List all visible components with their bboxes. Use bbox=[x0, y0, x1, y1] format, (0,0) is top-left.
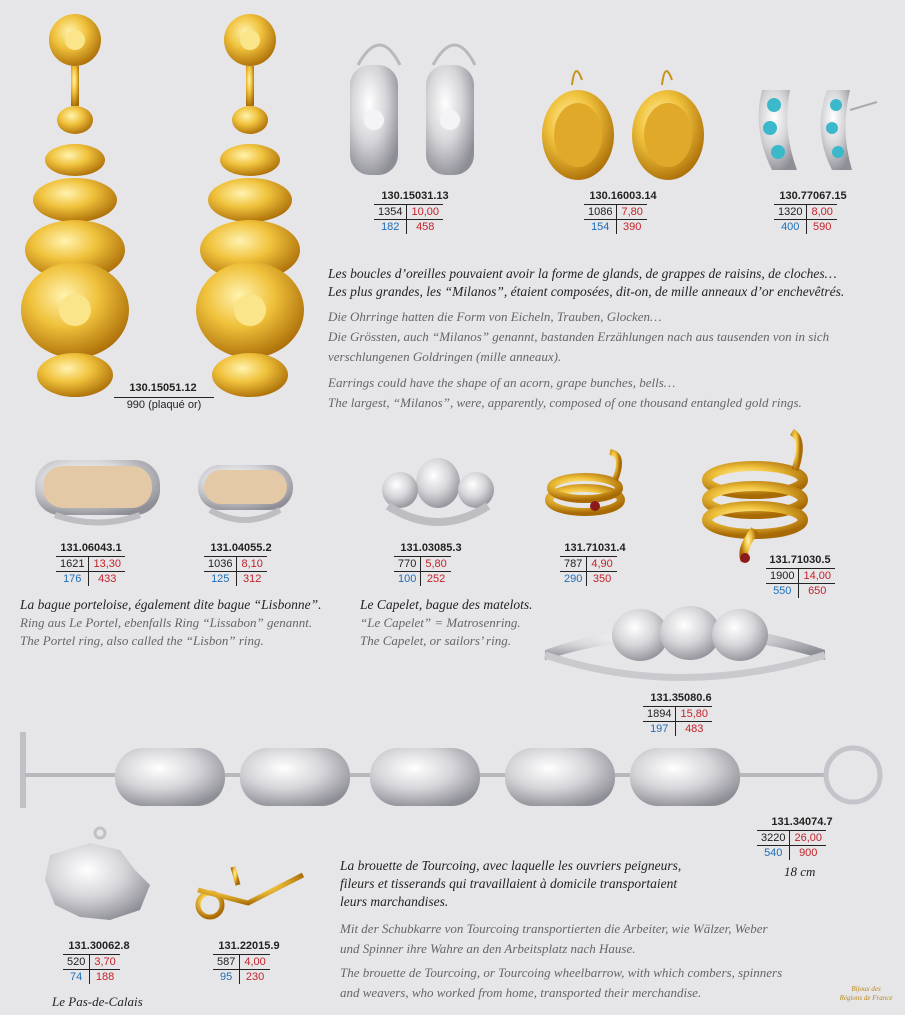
price-cell: 8,10 bbox=[237, 557, 267, 572]
price-cell: 290 bbox=[560, 572, 587, 587]
brouette-description bbox=[340, 857, 820, 1003]
price-table bbox=[374, 204, 443, 234]
price-cell: 458 bbox=[416, 221, 435, 233]
price-cell: 550 bbox=[766, 584, 799, 599]
silver-earrings-image bbox=[340, 25, 480, 175]
text-de: Die Ohrringe hatten die Form von Eicheln, Trauben, Glocken… bbox=[328, 309, 662, 324]
price-cell: 400 bbox=[774, 220, 807, 235]
item-code: 131.04055.2 bbox=[210, 542, 272, 554]
portel-ring-2-image bbox=[198, 465, 293, 525]
price-cell: 312 bbox=[243, 573, 262, 585]
price-cell: 154 bbox=[584, 220, 617, 235]
price-cell: 100 bbox=[394, 572, 421, 587]
capelet-bangle-image bbox=[540, 605, 830, 695]
text-de: Ring aus Le Portel, ebenfalls Ring “Lissabon” genannt. bbox=[20, 615, 313, 630]
pas-de-calais-pendant-image bbox=[40, 825, 155, 930]
text-en: and weavers, who worked from home, transported their merchandise. bbox=[340, 985, 702, 1000]
pas-de-calais-caption: Le Pas-de-Calais bbox=[52, 994, 143, 1009]
bracelet-length: 18 cm bbox=[784, 864, 816, 879]
price-cell: 5,80 bbox=[421, 557, 451, 572]
price-cell: 1036 bbox=[204, 557, 237, 572]
text-de: “Le Capelet” = Matrosenring. bbox=[360, 615, 521, 630]
price-cell: 350 bbox=[592, 573, 612, 585]
price-cell: 1894 bbox=[643, 707, 676, 722]
price-cell: 1354 bbox=[374, 205, 407, 220]
price-cell: 587 bbox=[213, 955, 240, 970]
capelet-description bbox=[360, 596, 560, 650]
price-cell: 15,80 bbox=[676, 707, 712, 722]
portel-description bbox=[20, 596, 350, 650]
brand-signature bbox=[836, 985, 896, 1003]
item-code: 130.77067.15 bbox=[779, 190, 847, 202]
price-line: 990 (plaqué or) bbox=[114, 397, 214, 413]
item-code: 130.15051.12 bbox=[129, 382, 197, 394]
price-cell: 650 bbox=[808, 585, 827, 597]
silver-bracelet-image bbox=[15, 730, 890, 830]
price-cell: 14,00 bbox=[799, 569, 835, 584]
item-code: 130.15031.13 bbox=[381, 190, 449, 202]
price-cell: 7,80 bbox=[617, 205, 647, 220]
price-cell: 3,70 bbox=[90, 955, 120, 970]
brouette-pendant-image bbox=[188, 855, 308, 930]
price-table bbox=[394, 556, 451, 586]
price-cell: 1900 bbox=[766, 569, 799, 584]
price-cell: 10,00 bbox=[407, 205, 443, 220]
text-de: Mit der Schubkarre von Tourcoing transportierten die Arbeiter, wie Wälzer, Weber bbox=[340, 921, 768, 936]
price-cell: 252 bbox=[426, 573, 446, 585]
price-cell: 230 bbox=[245, 971, 265, 983]
price-cell: 3220 bbox=[757, 831, 790, 846]
price-table bbox=[560, 556, 617, 586]
item-code: 131.34074.7 bbox=[771, 816, 833, 828]
text-fr: Les plus grandes, les “Milanos”, étaient composées, dit-on, de mille anneaux d’or enchevêtrés. bbox=[328, 284, 845, 299]
text-en: Earrings could have the shape of an acorn, grape bunches, bells… bbox=[328, 375, 676, 390]
price-table bbox=[757, 830, 826, 860]
item-code: 131.71030.5 bbox=[769, 554, 831, 566]
price-cell: 770 bbox=[394, 557, 421, 572]
price-cell: 176 bbox=[56, 572, 89, 587]
text-de: verschlungenen Goldringen (mille anneaux). bbox=[328, 349, 562, 364]
text-en: The largest, “Milanos”, were, apparently, composed of one thousand entangled gold rings. bbox=[328, 395, 802, 410]
portel-ring-1-image bbox=[35, 460, 160, 525]
signature-line: Régions de France bbox=[839, 994, 893, 1002]
item-code: 131.71031.4 bbox=[564, 542, 626, 554]
price-table bbox=[213, 954, 270, 984]
text-fr: La brouette de Tourcoing, avec laquelle les ouvriers peigneurs, bbox=[340, 858, 682, 873]
price-cell: 4,90 bbox=[587, 557, 617, 572]
text-fr: leurs marchandises. bbox=[340, 894, 449, 909]
text-en: The Capelet, or sailors’ ring. bbox=[360, 633, 511, 648]
text-en: The brouette de Tourcoing, or Tourcoing wheelbarrow, with which combers, spinners bbox=[340, 965, 783, 980]
price-cell: 520 bbox=[63, 955, 90, 970]
milanos-earrings-image bbox=[20, 10, 320, 405]
text-en: The Portel ring, also called the “Lisbon” ring. bbox=[20, 633, 264, 648]
price-cell: 390 bbox=[623, 221, 642, 233]
snake-ring-large-image bbox=[700, 430, 810, 565]
price-table bbox=[584, 204, 647, 234]
earrings-description bbox=[328, 265, 888, 413]
price-table bbox=[774, 204, 837, 234]
signature-line: Bijoux des bbox=[851, 985, 881, 993]
price-table bbox=[56, 556, 125, 586]
price-cell: 1086 bbox=[584, 205, 617, 220]
price-cell: 540 bbox=[757, 846, 790, 861]
price-cell: 787 bbox=[560, 557, 587, 572]
text-fr: Les boucles d’oreilles pouvaient avoir la forme de glands, de grappes de raisins, de cloches… bbox=[328, 266, 837, 281]
price-cell: 197 bbox=[643, 722, 676, 737]
item-code: 130.16003.14 bbox=[589, 190, 657, 202]
price-cell: 1320 bbox=[774, 205, 807, 220]
item-code: 131.30062.8 bbox=[68, 940, 130, 952]
price-cell: 74 bbox=[63, 970, 90, 985]
text-de: Die Grössten, auch “Milanos” genannt, bastanden Erzählungen nach aus tausenden von in sich bbox=[328, 329, 830, 344]
price-cell: 433 bbox=[98, 573, 117, 585]
gold-oval-earrings-image bbox=[540, 55, 710, 180]
price-cell: 590 bbox=[813, 221, 832, 233]
price-cell: 95 bbox=[213, 970, 240, 985]
snake-ring-small-image bbox=[545, 450, 630, 530]
price-table bbox=[63, 954, 120, 984]
price-cell: 188 bbox=[95, 971, 115, 983]
text-fr: La bague porteloise, également dite bague “Lisbonne”. bbox=[20, 597, 322, 612]
item-code: 131.35080.6 bbox=[650, 692, 712, 704]
turquoise-earrings-image bbox=[752, 80, 882, 175]
price-cell: 182 bbox=[374, 220, 407, 235]
text-de: und Spinner ihre Wahre an den Arbeitsplatz nach Hause. bbox=[340, 941, 636, 956]
price-cell: 483 bbox=[685, 723, 704, 735]
item-code: 131.22015.9 bbox=[218, 940, 280, 952]
text-fr: Le Capelet, bague des matelots. bbox=[360, 597, 533, 612]
price-cell: 900 bbox=[799, 847, 818, 859]
capelet-ring-image bbox=[378, 458, 498, 528]
item-code: 131.03085.3 bbox=[400, 542, 462, 554]
price-cell: 1621 bbox=[56, 557, 89, 572]
item-code: 131.06043.1 bbox=[60, 542, 122, 554]
price-cell: 13,30 bbox=[89, 557, 125, 572]
price-cell: 125 bbox=[204, 572, 237, 587]
price-table bbox=[204, 556, 267, 586]
price-cell: 8,00 bbox=[807, 205, 837, 220]
price-table bbox=[766, 568, 835, 598]
price-cell: 4,00 bbox=[240, 955, 270, 970]
price-cell: 26,00 bbox=[790, 831, 826, 846]
text-fr: fileurs et tisserands qui travaillaient à domicile transportaient bbox=[340, 876, 678, 891]
